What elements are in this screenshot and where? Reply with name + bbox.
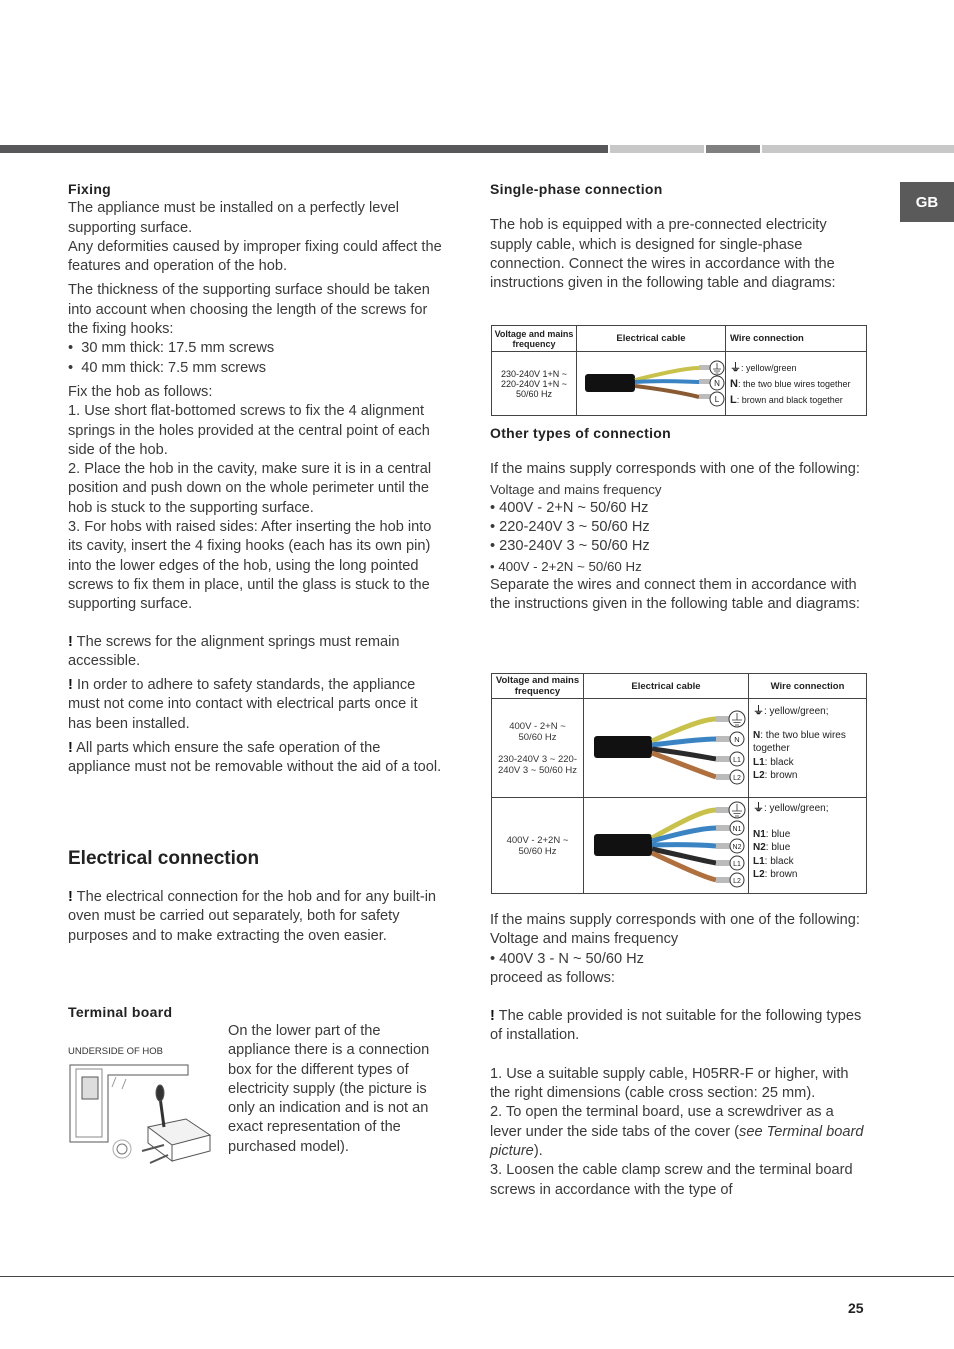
other-row2-cable	[584, 798, 749, 894]
fixing-title: Fixing	[68, 181, 112, 197]
row2-wire-n2: N2: blue	[753, 842, 791, 853]
single-wire-l: L: brown and black together	[730, 393, 843, 406]
other-th-voltage: Voltage and mains frequency	[492, 674, 584, 699]
three-intro: If the mains supply corresponds with one of the following:	[490, 912, 860, 928]
other-title: Other types of connection	[490, 425, 671, 441]
three-warning: ! The cable provided is not suitable for the following types of installation.	[490, 1008, 862, 1044]
row2-terminal-l2: L2	[733, 878, 741, 885]
fixing-p1a: The appliance must be installed on a perfectly level supporting surface.	[68, 200, 399, 236]
fixing-bullet-2: • 40 mm thick: 7.5 mm screws	[68, 359, 267, 376]
single-phase-text: The hob is equipped with a pre-connected electricity supply cable, which is designed for single-phase connection. Connect the wires in accordance with the instructions given in the following table and diagrams:	[490, 217, 836, 292]
header-bar-mid	[706, 145, 760, 153]
fixing-warning-3: ! All parts which ensure the safe operation of the appliance must not be removable without the aid of a tool.	[68, 740, 442, 776]
row2-wire-l1: L1: black	[753, 855, 794, 867]
single-cable-cell	[577, 352, 726, 416]
other-row2-cable-diagram	[584, 798, 748, 890]
three-step-2: 2. To open the terminal board, use a screwdriver as a lever under the side tabs of the cover (see Terminal board picture).	[490, 1104, 864, 1159]
fixing-bullet-1: • 30 mm thick: 17.5 mm screws	[68, 340, 275, 357]
fixing-p2: The thickness of the supporting surface should be taken into account when choosing the length of the screws for the fixing hooks:	[68, 282, 430, 338]
other-row1-cable-diagram	[584, 699, 748, 794]
other-row1-cable	[584, 699, 749, 798]
ground-icon: ⏚	[753, 705, 764, 717]
three-step-3: 3. Loosen the cable clamp screw and the terminal board screws in accordance with the type of	[490, 1162, 853, 1198]
row1-wire-l1: L1: black	[753, 756, 794, 768]
single-phase-title: Single-phase connection	[490, 181, 663, 197]
electrical-warning: ! The electrical connection for the hob and for any built-in oven must be carried out separately, both for safety purposes and to make extracting the oven easier.	[68, 889, 437, 944]
ground-icon: ⏚	[730, 361, 741, 374]
three-phase-section	[490, 911, 868, 1200]
fixing-p1b: Any deformities caused by improper fixing could affect the features and operation of the hob.	[68, 238, 442, 275]
row2-terminal-n1: N1	[732, 826, 742, 833]
three-proceed: proceed as follows:	[490, 969, 615, 986]
fixing-warning-2: ! In order to adhere to safety standards, the appliance must not come into contact with electrical parts once it has been installed.	[68, 677, 418, 732]
fixing-step-1: 1. Use short flat-bottomed screws to fix the 4 alignment springs in the holes provided at the central point of each side of the hob.	[68, 403, 430, 458]
fixing-step-2: 2. Place the hob in the cavity, make sure it is in a central position and push down on the whole perimeter until the hob is stuck to the supporting surface.	[68, 461, 432, 516]
three-step-1: 1. Use a suitable supply cable, H05RR-F or higher, with the right dimensions (cable cross section: 25 mm).	[490, 1065, 849, 1102]
row1-terminal-l2: L2	[733, 775, 741, 782]
other-row2-voltage: 400V - 2+2N ~ 50/60 Hz	[492, 798, 584, 894]
other-connection-section	[490, 424, 868, 615]
single-th-cable: Electrical cable	[577, 326, 726, 352]
other-vm: Voltage and mains frequency	[490, 481, 662, 497]
header-bar-light-2	[762, 145, 954, 153]
other-connection-table	[491, 673, 867, 894]
terminal-image-caption: UNDERSIDE OF HOB	[68, 1046, 164, 1057]
other-row2-wire	[749, 798, 867, 894]
fixing-warning-1: ! The screws for the alignment springs must remain accessible.	[68, 633, 400, 669]
row1-terminal-n: N	[734, 735, 740, 744]
single-cable-diagram	[577, 352, 725, 412]
row2-wire-l2: L2: brown	[753, 869, 798, 880]
other-bullet-1: • 400V - 2+N ~ 50/60 Hz	[490, 499, 649, 516]
terminal-board-title: Terminal board	[68, 1004, 173, 1020]
row2-terminal-l1: L1	[733, 861, 741, 868]
ground-icon: ⏚	[753, 802, 764, 814]
page-number: 25	[848, 1300, 864, 1316]
single-voltage-cell: 230-240V 1+N ~ 220-240V 1+N ~ 50/60 Hz	[492, 352, 577, 416]
terminal-board-illustration	[68, 1057, 218, 1172]
other-intro: If the mains supply corresponds with one of the following:	[490, 461, 860, 478]
other-bullet-2: • 220-240V 3 ~ 50/60 Hz	[490, 519, 650, 536]
language-tab: GB	[900, 182, 954, 222]
fixing-p3: Fix the hob as follows:	[68, 383, 213, 400]
row1-wire-n: N: the two blue wires together	[753, 729, 846, 754]
single-phase-section	[490, 180, 868, 293]
other-bullet-3: • 230-240V 3 ~ 50/60 Hz	[490, 538, 650, 555]
single-phase-table	[491, 325, 867, 416]
other-row1-wire	[749, 699, 867, 798]
other-row1-voltage: 400V - 2+N ~ 50/60 Hz 230-240V 3 ~ 220-240V 3 ~ 50/60 Hz	[492, 699, 584, 798]
single-th-wire: Wire connection	[726, 326, 867, 352]
electrical-connection-title: Electrical connection	[68, 848, 260, 869]
single-wire-cell	[726, 352, 867, 416]
row1-terminal-l1: L1	[733, 757, 741, 764]
row2-wire-ground: ⏚: yellow/green;	[753, 802, 829, 814]
row1-wire-l2: L2: brown	[753, 770, 798, 781]
other-th-wire: Wire connection	[749, 674, 867, 699]
three-bullet: • 400V 3 - N ~ 50/60 Hz	[490, 950, 644, 967]
single-terminal-n: N	[714, 379, 720, 388]
other-bullet-4: • 400V - 2+2N ~ 50/60 Hz	[490, 558, 642, 574]
left-column	[68, 180, 444, 778]
single-wire-ground: ⏚: yellow/green	[730, 361, 797, 374]
row2-terminal-n2: N2	[732, 844, 742, 851]
three-vm: Voltage and mains frequency	[490, 931, 679, 948]
other-th-cable: Electrical cable	[584, 674, 749, 699]
single-wire-n: N: the two blue wires together	[730, 377, 851, 390]
fixing-step-3: 3. For hobs with raised sides: After inserting the hob into its cavity, insert the 4 fixing hooks (each has its own pin) into the lower edges of the hob, using the long pointed screws to fix them in place, until the glass is stuck to the supporting surface.	[68, 519, 432, 613]
single-th-voltage: Voltage and mains frequency	[492, 326, 577, 352]
single-terminal-l: L	[714, 395, 720, 404]
other-outro: Separate the wires and connect them in accordance with the instructions given in the following table and diagrams:	[490, 577, 860, 613]
header-bar-dark	[0, 145, 608, 153]
terminal-board-text: On the lower part of the appliance there is a connection box for the different types of electricity supply (the picture is only an indication and is not an exact representation of the purchased model).	[228, 1023, 430, 1155]
header-bar-light-1	[610, 145, 704, 153]
terminal-board-image	[68, 1046, 218, 1174]
row2-wire-n1: N1: blue	[753, 828, 791, 840]
row1-wire-ground: ⏚: yellow/green;	[753, 705, 829, 717]
footer-rule	[0, 1276, 954, 1277]
